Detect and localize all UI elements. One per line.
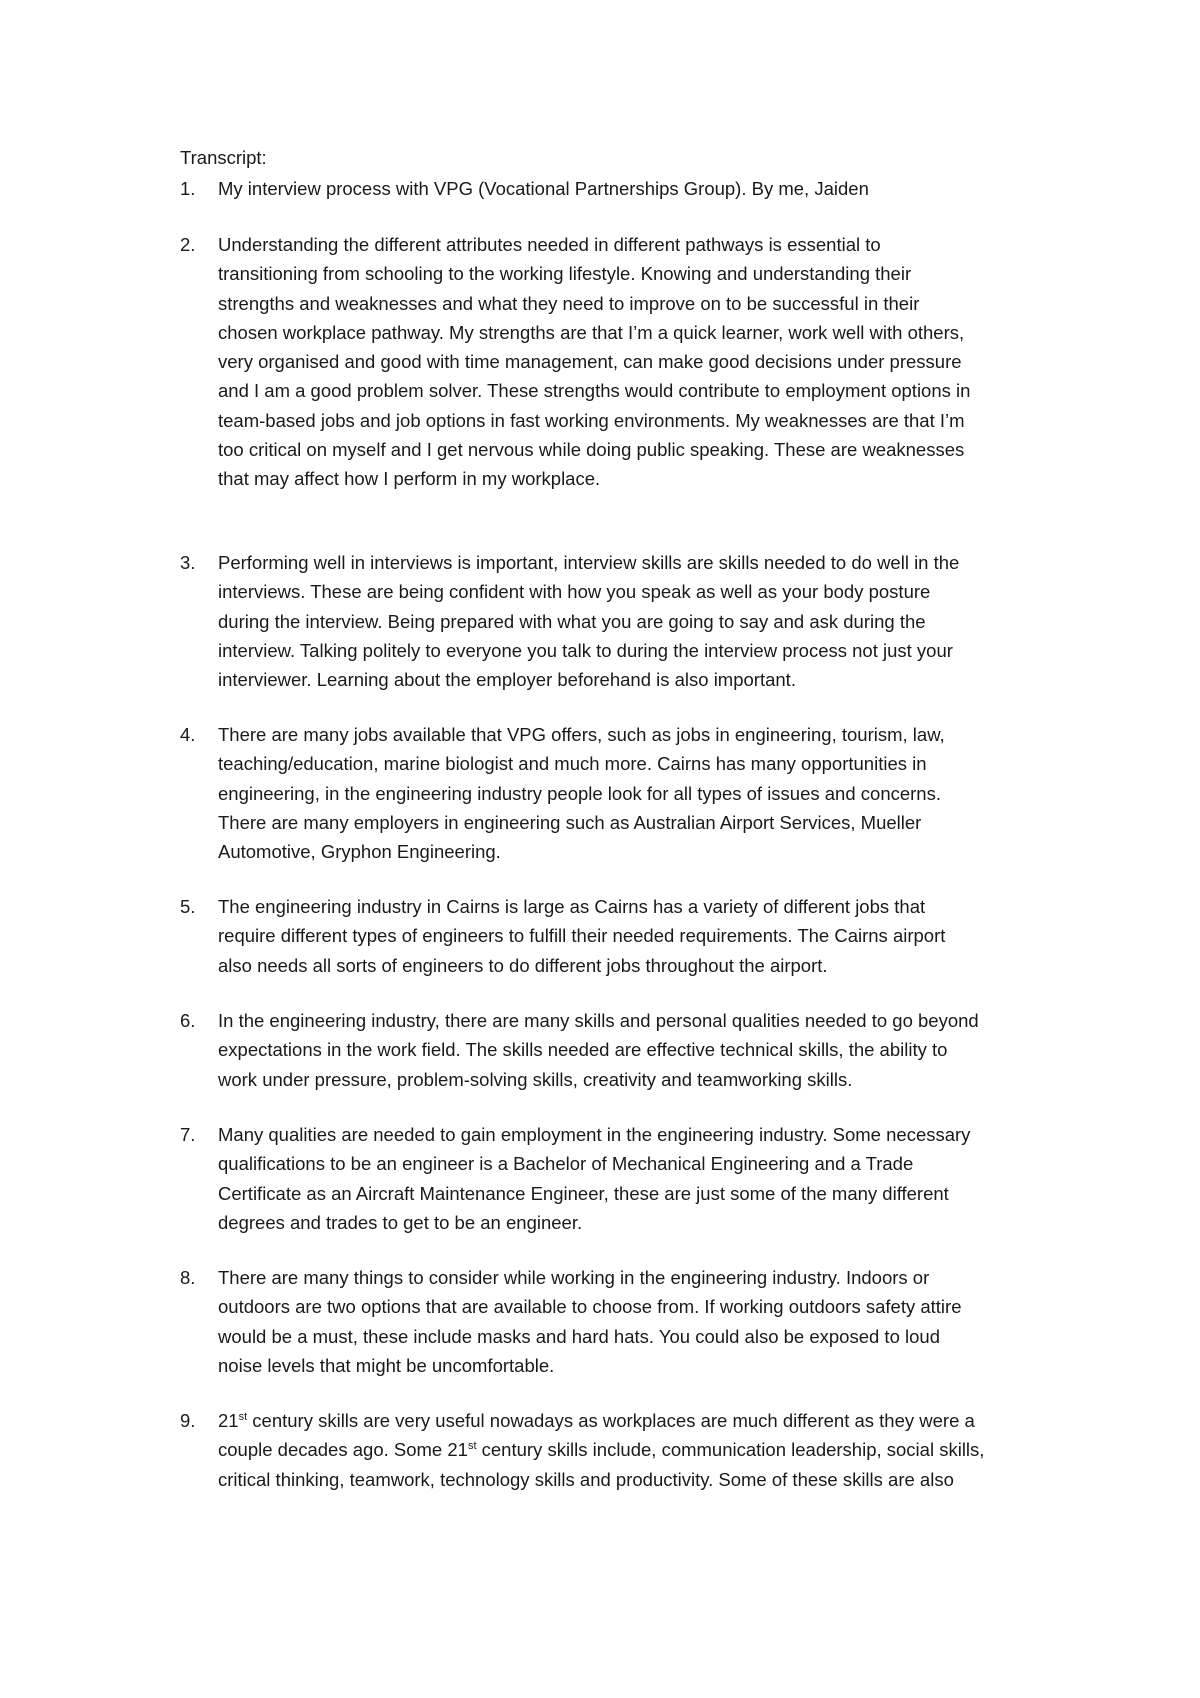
text-line: very organised and good with time management, can make good decisions under pressure xyxy=(218,351,962,373)
text-line: too critical on myself and I get nervous while doing public speaking. These are weaknesses xyxy=(218,439,965,461)
text-line: degrees and trades to get to be an engineer. xyxy=(218,1211,583,1233)
list-item-8 xyxy=(180,1263,1080,1380)
item-text xyxy=(218,1120,1080,1237)
item-number: 1. xyxy=(180,178,196,199)
item-number: 9. xyxy=(180,1410,196,1431)
ordinal-suffix: st xyxy=(238,1410,248,1423)
text-line: Understanding the different attributes needed in different pathways is essential to xyxy=(218,234,881,255)
text-line: There are many things to consider while working in the engineering industry. Indoors or xyxy=(218,1267,930,1288)
item-number: 5. xyxy=(180,896,196,917)
text-line: There are many jobs available that VPG offers, such as jobs in engineering, tourism, law, xyxy=(218,724,945,745)
text-line: teaching/education, marine biologist and much more. Cairns has many opportunities in xyxy=(218,753,927,775)
text-line: Performing well in interviews is important, interview skills are skills needed to do well in the xyxy=(218,552,960,573)
text-line: The engineering industry in Cairns is large as Cairns has a variety of different jobs that xyxy=(218,896,926,917)
item-number: 8. xyxy=(180,1267,196,1288)
item-number: 7. xyxy=(180,1124,196,1145)
text-line: outdoors are two options that are available to choose from. If working outdoors safety attire xyxy=(218,1296,962,1318)
text-line xyxy=(218,1435,1080,1464)
ordinal-suffix: st xyxy=(467,1440,477,1453)
item-text xyxy=(218,1406,1080,1494)
text-line: Many qualities are needed to gain employment in the engineering industry. Some necessary xyxy=(218,1124,971,1145)
text-line: interviews. These are being confident with how you speak as well as your body posture xyxy=(218,581,931,603)
text-run: 21 xyxy=(218,1410,239,1431)
list-item-4 xyxy=(180,720,1080,866)
text-line: noise levels that might be uncomfortable. xyxy=(218,1354,555,1376)
text-line: critical thinking, teamwork, technology skills and productivity. Some of these skills are also xyxy=(218,1468,954,1490)
text-run: couple decades ago. Some 21 xyxy=(218,1439,468,1461)
list-item-1 xyxy=(180,174,1080,203)
item-text xyxy=(218,1006,1080,1094)
text-line: expectations in the work field. The skills needed are effective technical skills, the ability to xyxy=(218,1039,948,1061)
text-line: Certificate as an Aircraft Maintenance Engineer, these are just some of the many different xyxy=(218,1182,949,1204)
text-line: interviewer. Learning about the employer beforehand is also important. xyxy=(218,669,796,691)
text-line: Automotive, Gryphon Engineering. xyxy=(218,841,501,863)
text-line: transitioning from schooling to the working lifestyle. Knowing and understanding their xyxy=(218,263,912,285)
item-text xyxy=(218,230,1080,494)
item-number: 2. xyxy=(180,234,196,255)
item-text xyxy=(218,548,1080,694)
item-text xyxy=(218,720,1080,866)
text-line: require different types of engineers to fulfill their needed requirements. The Cairns airport xyxy=(218,925,946,947)
text-line: qualifications to be an engineer is a Bachelor of Mechanical Engineering and a Trade xyxy=(218,1153,914,1175)
text-line: work under pressure, problem-solving skills, creativity and teamworking skills. xyxy=(218,1068,853,1090)
list-item-5 xyxy=(180,892,1080,980)
text-line: strengths and weaknesses and what they need to improve on to be successful in their xyxy=(218,292,920,314)
text-line: also needs all sorts of engineers to do different jobs throughout the airport. xyxy=(218,954,828,976)
text-line: during the interview. Being prepared with what you are going to say and ask during the xyxy=(218,610,926,632)
item-text xyxy=(218,174,1080,203)
text-line: would be a must, these include masks and hard hats. You could also be exposed to loud xyxy=(218,1325,940,1347)
item-text xyxy=(218,1263,1080,1380)
item-number: 4. xyxy=(180,724,196,745)
item-number: 3. xyxy=(180,552,196,573)
text-line: My interview process with VPG (Vocational Partnerships Group). By me, Jaiden xyxy=(218,178,869,199)
text-line: engineering, in the engineering industry people look for all types of issues and concerns. xyxy=(218,782,941,804)
item-number: 6. xyxy=(180,1010,196,1031)
text-line: In the engineering industry, there are many skills and personal qualities needed to go beyond xyxy=(218,1010,979,1031)
transcript-heading: Transcript: xyxy=(180,147,267,168)
text-line: chosen workplace pathway. My strengths are that I’m a quick learner, work well with others, xyxy=(218,321,965,343)
text-line: interview. Talking politely to everyone you talk to during the interview process not just your xyxy=(218,639,953,661)
text-line: that may affect how I perform in my workplace. xyxy=(218,468,601,490)
list-item-3 xyxy=(180,548,1080,694)
item-text xyxy=(218,892,1080,980)
list-item-9 xyxy=(180,1406,1080,1494)
list-item-6 xyxy=(180,1006,1080,1094)
text-line: There are many employers in engineering such as Australian Airport Services, Mueller xyxy=(218,811,922,833)
text-line: and I am a good problem solver. These strengths would contribute to employment options in xyxy=(218,380,971,402)
list-item-2 xyxy=(180,230,1080,494)
text-line xyxy=(218,1406,1080,1435)
text-run: century skills include, communication leadership, social skills, xyxy=(476,1439,985,1461)
text-line: team-based jobs and job options in fast working environments. My weaknesses are that I’m xyxy=(218,409,965,431)
text-run: century skills are very useful nowadays as workplaces are much different as they were a xyxy=(247,1410,975,1431)
list-item-7 xyxy=(180,1120,1080,1237)
